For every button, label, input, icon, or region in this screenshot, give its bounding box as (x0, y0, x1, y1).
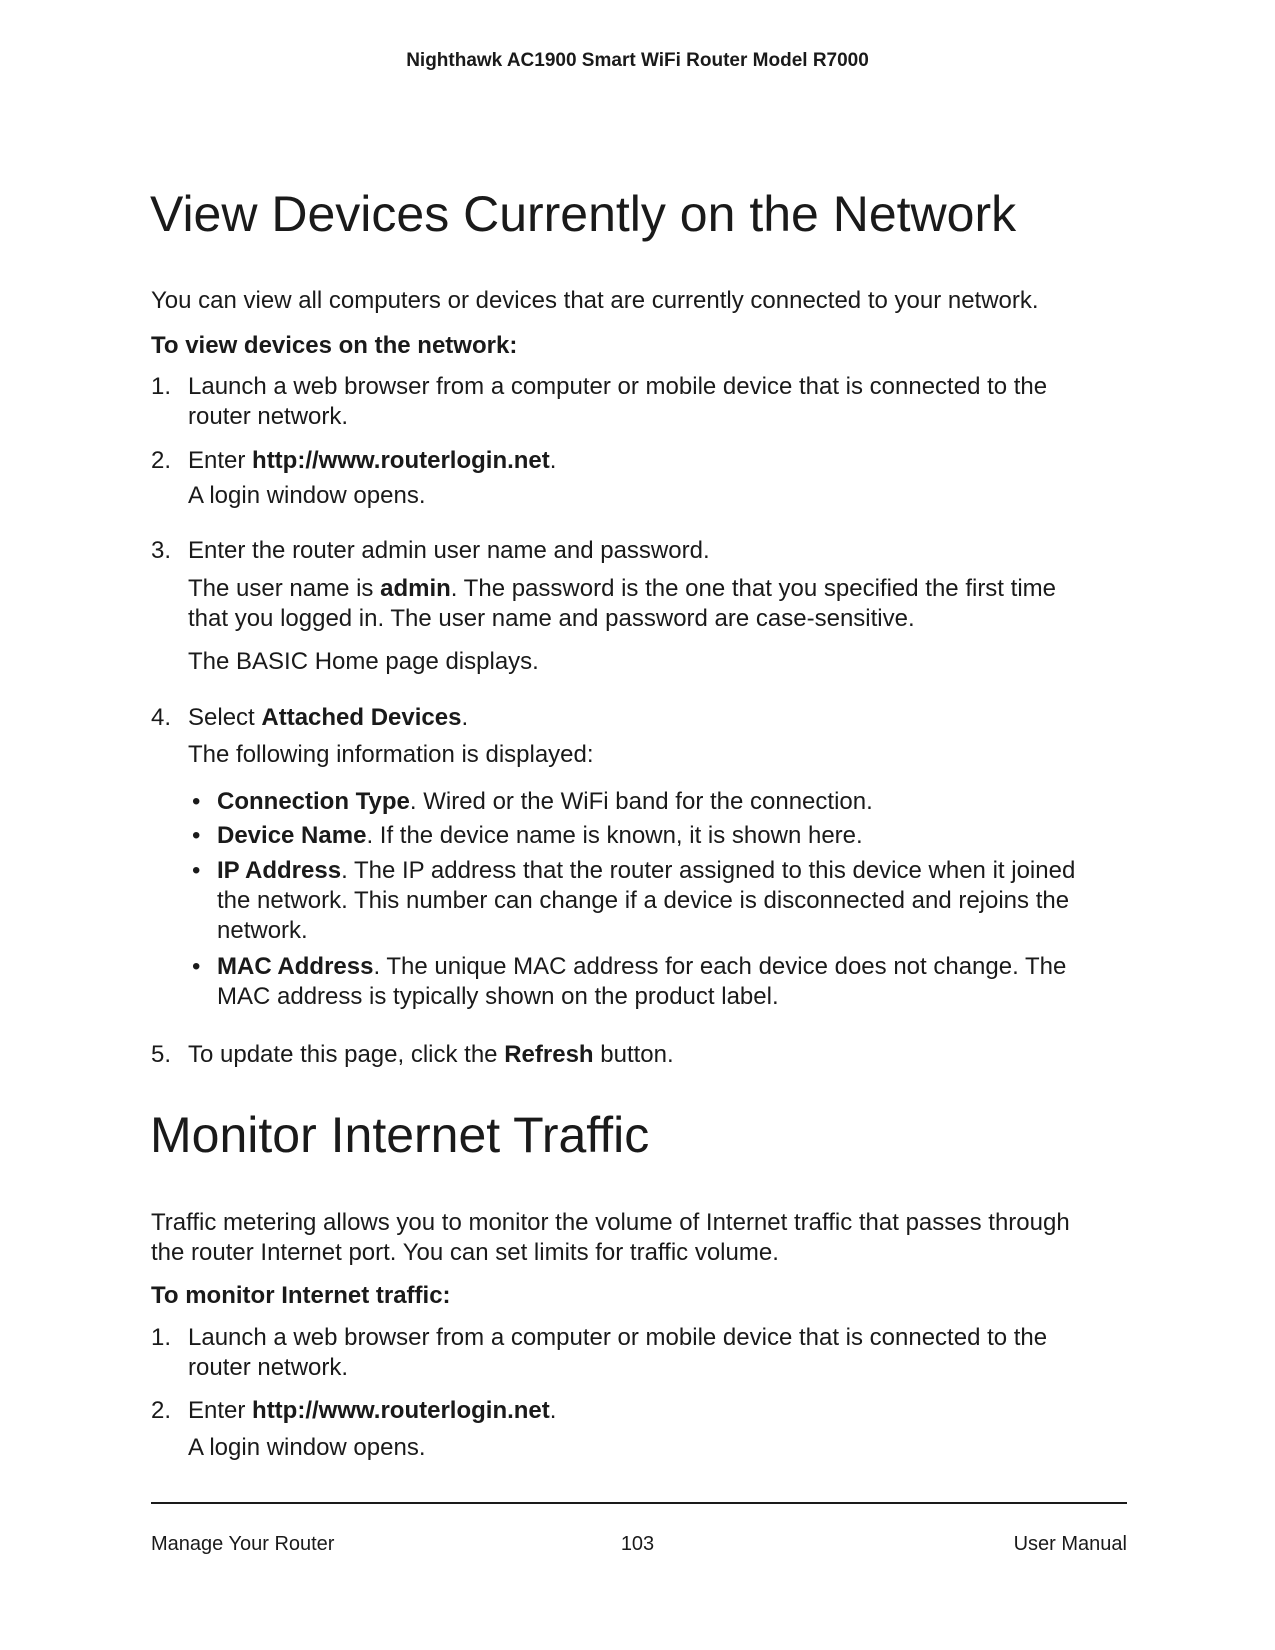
bullet-icon: • (192, 953, 201, 980)
step-number: 5. (151, 1041, 172, 1068)
procedure-heading: To view devices on the network: (151, 332, 518, 359)
bullet-icon: • (192, 857, 201, 884)
step-text: Launch a web browser from a computer or mobile device that is connected to the router network. (188, 1324, 1048, 1381)
step-text: To update this page, click the Refresh button. (188, 1041, 674, 1068)
step-number: 3. (151, 537, 172, 564)
running-header: Nighthawk AC1900 Smart WiFi Router Model R7000 (406, 50, 869, 71)
step-note: A login window opens. (188, 1434, 426, 1461)
step-note: The user name is admin. The password is the one that you specified the first time that you logged in. The user name and password are case-sensitive. (188, 575, 1056, 632)
step-text: Enter the router admin user name and password. (188, 537, 710, 564)
url-link: http://www.routerlogin.net (252, 447, 550, 474)
footer-chapter: Manage Your Router (151, 1533, 335, 1555)
step-text: Enter http://www.routerlogin.net. (188, 447, 557, 474)
bullet-icon: • (192, 788, 201, 815)
intro-paragraph: Traffic metering allows you to monitor the volume of Internet traffic that passes through the router Internet port. You can set limits for traffic volume. (151, 1209, 1070, 1266)
step-number: 4. (151, 704, 172, 731)
step-text: Select Attached Devices. (188, 704, 469, 731)
procedure-heading: To monitor Internet traffic: (151, 1282, 451, 1309)
step-number: 2. (151, 447, 172, 474)
step-text: Enter http://www.routerlogin.net. (188, 1397, 557, 1424)
step-number: 2. (151, 1397, 172, 1424)
section-title-monitor-traffic: Monitor Internet Traffic (150, 1107, 650, 1163)
bullet-icon: • (192, 822, 201, 849)
footer-doc-title: User Manual (1013, 1533, 1127, 1555)
intro-paragraph: You can view all computers or devices that are currently connected to your network. (151, 287, 1039, 314)
step-note: The following information is displayed: (188, 741, 594, 768)
bullet-item: Device Name. If the device name is known, it is shown here. (217, 822, 863, 849)
step-number: 1. (151, 373, 172, 400)
bullet-item: MAC Address. The unique MAC address for each device does not change. The MAC address is typically shown on the product label. (217, 953, 1067, 1010)
step-number: 1. (151, 1324, 172, 1351)
page-number: 103 (620, 1533, 655, 1555)
bullet-item: Connection Type. Wired or the WiFi band for the connection. (217, 788, 873, 815)
step-note: The BASIC Home page displays. (188, 648, 539, 675)
bullet-item: IP Address. The IP address that the router assigned to this device when it joined the network. This number can change if a device is disconnected and rejoins the network. (217, 857, 1076, 944)
step-text: Launch a web browser from a computer or mobile device that is connected to the router network. (188, 373, 1048, 430)
step-note: A login window opens. (188, 482, 426, 509)
section-title-view-devices: View Devices Currently on the Network (150, 186, 1017, 242)
footer-divider (151, 1502, 1127, 1504)
